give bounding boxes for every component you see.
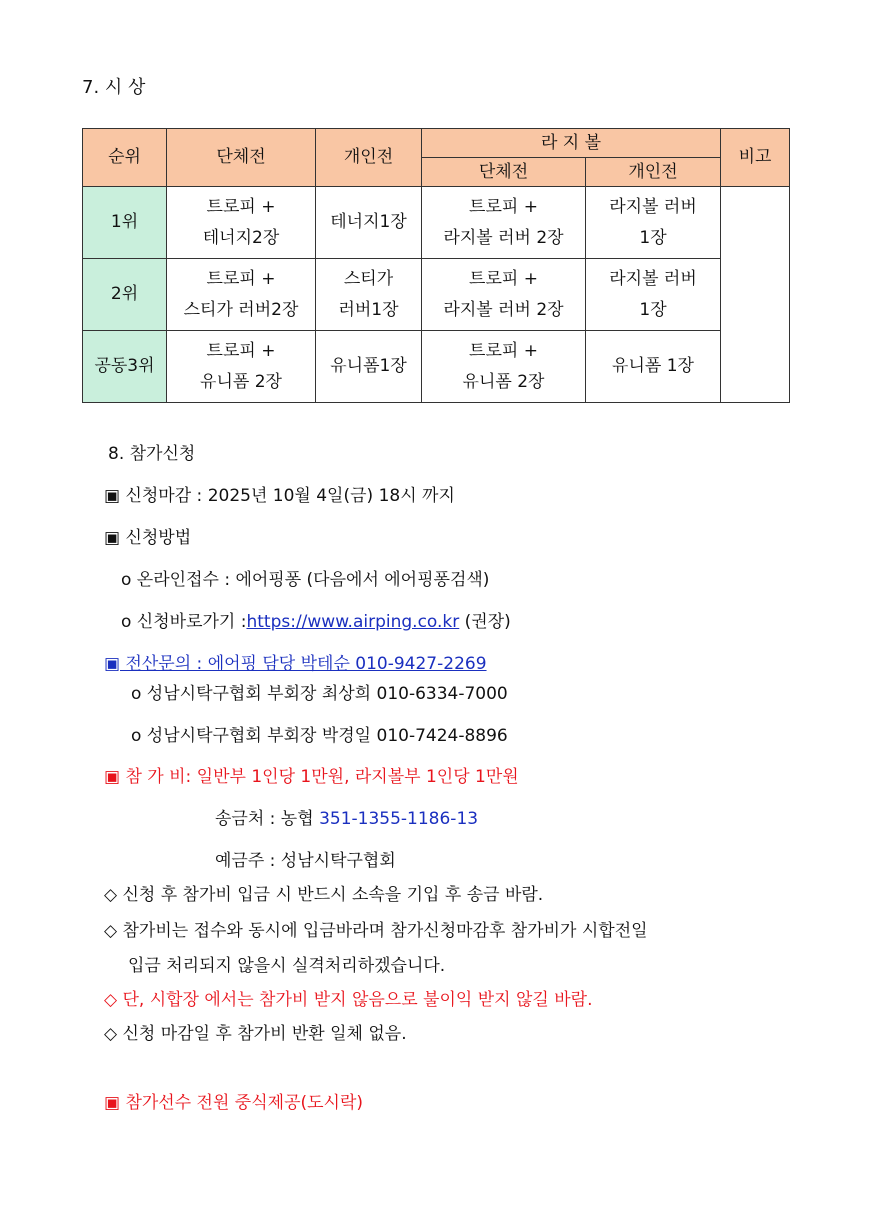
header-note: 비고 — [721, 129, 790, 187]
table-row — [83, 259, 790, 331]
table-row — [83, 187, 790, 259]
cell-line: 라지볼 러버 2장 — [443, 227, 564, 248]
cell-line: 트로피 + — [206, 268, 276, 289]
note-line-1: ◇ 신청 후 참가비 입금 시 반드시 소속을 기입 후 송금 바람. — [104, 885, 544, 905]
cell-line: 스티가 — [343, 268, 394, 289]
header-largeball-team: 단체전 — [422, 158, 586, 187]
online-line: o 온라인접수 : 에어핑퐁 (다음에서 에어핑퐁검색) — [121, 570, 490, 590]
rank-cell: 1위 — [83, 187, 167, 259]
cell-line: 트로피 + — [206, 340, 276, 361]
remit-line — [215, 811, 478, 828]
team-cell — [167, 331, 316, 403]
note-line-2: ◇ 참가비는 접수와 동시에 입금바라며 참가신청마감후 참가비가 시합전일 — [104, 921, 648, 941]
cell-line: 1장 — [639, 299, 667, 320]
cell-line: 라지볼 러버 — [609, 268, 697, 289]
cell-line: 테너지1장 — [330, 212, 407, 232]
airping-link[interactable]: https://www.airping.co.kr — [246, 612, 460, 632]
note-line-2-cont: 입금 처리되지 않을시 실격처리하겠습니다. — [128, 956, 446, 976]
depositor-line: 예금주 : 성남시탁구협회 — [215, 851, 396, 871]
note-line-3: ◇ 단, 시합장 에서는 참가비 받지 않음으로 불이익 받지 않길 바람. — [104, 990, 593, 1010]
header-individual: 개인전 — [316, 129, 422, 187]
team-cell — [167, 259, 316, 331]
shortcut-suffix: (권장) — [459, 612, 511, 632]
team-cell — [167, 187, 316, 259]
header-team: 단체전 — [167, 129, 316, 187]
lb-individual-cell — [586, 331, 721, 403]
header-largeball: 라 지 볼 — [422, 129, 721, 158]
contact-line-1: o 성남시탁구협회 부회장 최상희 010-6334-7000 — [131, 684, 508, 704]
cell-line: 트로피 + — [469, 268, 538, 289]
remit-label: 송금처 : 농협 — [215, 809, 320, 829]
section7-title: 7. 시 상 — [82, 77, 146, 98]
cell-line: 라지볼 러버 — [609, 196, 697, 217]
cell-line: 유니폼 1장 — [612, 356, 694, 376]
cell-line: 트로피 + — [469, 340, 538, 361]
lb-team-cell — [422, 259, 586, 331]
section8-title: 8. 참가신청 — [108, 444, 196, 464]
cell-line: 트로피 + — [469, 196, 538, 217]
individual-cell — [316, 331, 422, 403]
cell-line: 유니폼 2장 — [462, 371, 545, 392]
individual-cell — [316, 187, 422, 259]
cell-line: 유니폼1장 — [330, 356, 407, 376]
cell-line: 1장 — [639, 227, 667, 248]
remit-account: 351-1355-1186-13 — [319, 809, 479, 829]
header-largeball-individual: 개인전 — [586, 158, 721, 187]
lb-team-cell — [422, 187, 586, 259]
table-row — [83, 331, 790, 403]
method-line: ▣ 신청방법 — [104, 528, 192, 548]
cell-line: 유니폼 2장 — [200, 371, 282, 392]
awards-table — [82, 128, 790, 403]
lunch-line: ▣ 참가선수 전원 중식제공(도시락) — [104, 1093, 364, 1113]
header-rank: 순위 — [83, 129, 167, 187]
rank-cell: 2위 — [83, 259, 167, 331]
shortcut-prefix: o 신청바로가기 : — [121, 612, 247, 632]
lb-team-cell — [422, 331, 586, 403]
rank-cell: 공동3위 — [83, 331, 167, 403]
lb-individual-cell — [586, 187, 721, 259]
contact-line-2: o 성남시탁구협회 부회장 박경일 010-7424-8896 — [131, 726, 508, 746]
it-inquiry-line: ▣ 전산문의 : 에어핑 담당 박테순 010-9427-2269 — [104, 654, 487, 674]
individual-cell — [316, 259, 422, 331]
cell-line: 스티가 러버2장 — [183, 299, 299, 320]
cell-line: 러버1장 — [338, 299, 399, 320]
cell-line: 테너지2장 — [202, 227, 280, 248]
fee-line: ▣ 참 가 비: 일반부 1인당 1만원, 라지볼부 1인당 1만원 — [104, 767, 519, 787]
shortcut-line — [121, 614, 511, 631]
lb-individual-cell — [586, 259, 721, 331]
note-cell — [721, 187, 790, 403]
cell-line: 트로피 + — [206, 196, 276, 217]
cell-line: 라지볼 러버 2장 — [443, 299, 564, 320]
note-line-4: ◇ 신청 마감일 후 참가비 반환 일체 없음. — [104, 1024, 407, 1044]
deadline-line: ▣ 신청마감 : 2025년 10월 4일(금) 18시 까지 — [104, 486, 455, 506]
